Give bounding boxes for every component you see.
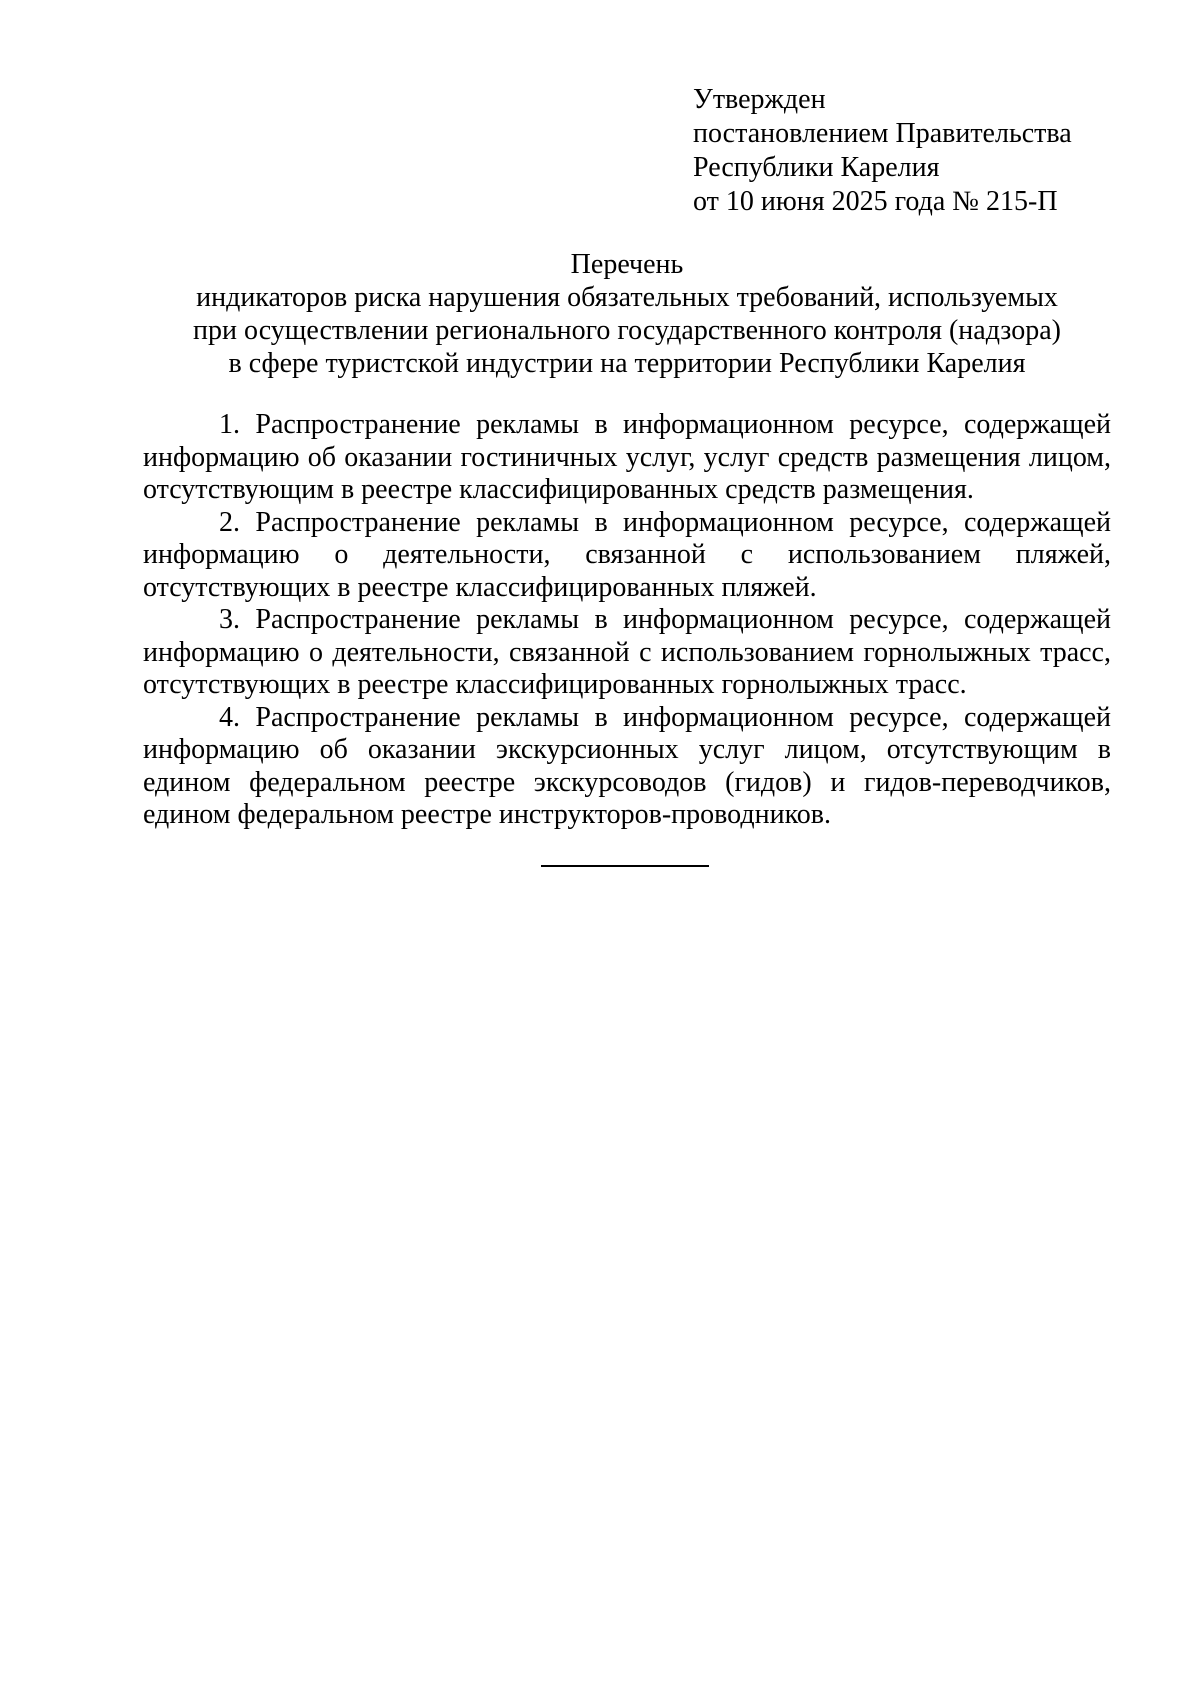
list-item-4: 4. Распространение рекламы в информационном ресурсе, содержащей информацию об оказании экскурсионных услуг лицом, отсутствующим в едином федеральном реестре экскурсоводов (гидов) и гидов-переводчиков, едином федеральном реестре инструкторов-проводников. (143, 701, 1111, 830)
title-line-3: в сфере туристской индустрии на территории Республики Карелия (228, 348, 1026, 379)
approval-stamp (693, 83, 1072, 219)
list-item-3: 3. Распространение рекламы в информационном ресурсе, содержащей информацию о деятельности, связанной с использованием горнолыжных трасс, отсутствующих в реестре классифицированных горнолыжных трасс. (143, 604, 1111, 700)
end-divider (541, 865, 709, 867)
approval-line-1: Утвержден (693, 84, 826, 115)
title-line-2: при осуществлении регионального государственного контроля (надзора) (193, 315, 1061, 346)
approval-line-2: постановлением Правительства (693, 118, 1072, 149)
title-heading: Перечень (570, 249, 684, 280)
title-line-1: индикаторов риска нарушения обязательных требований, используемых (196, 282, 1058, 313)
approval-line-3: Республики Карелия (693, 152, 940, 183)
document-title (143, 248, 1111, 380)
list-item-2: 2. Распространение рекламы в информационном ресурсе, содержащей информацию о деятельности, связанной с использованием пляжей, отсутствующих в реестре классифицированных пляжей. (143, 506, 1111, 603)
list-item-1: 1. Распространение рекламы в информационном ресурсе, содержащей информацию об оказании гостиничных услуг, услуг средств размещения лицом, отсутствующим в реестре классифицированных средств размещения. (143, 409, 1111, 505)
document-body (143, 409, 1111, 832)
approval-line-4: от 10 июня 2025 года № 215-П (693, 186, 1058, 217)
